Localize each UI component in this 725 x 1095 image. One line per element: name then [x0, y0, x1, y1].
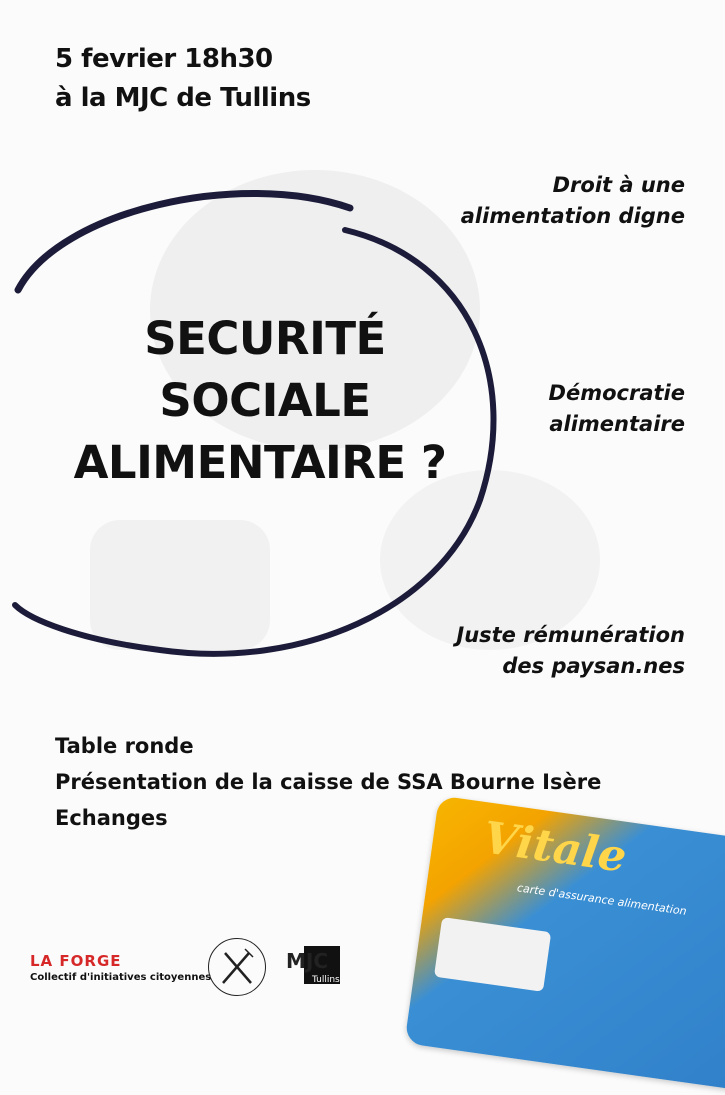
side-point-2-line2: alimentaire — [549, 412, 685, 436]
fork-knife-icon — [209, 939, 265, 995]
vitale-card — [404, 795, 725, 1094]
card-chip — [434, 917, 551, 992]
mjc-logo — [284, 942, 344, 988]
title-line3: ALIMENTAIRE ? — [73, 436, 447, 489]
title-line2: SOCIALE — [159, 374, 371, 427]
main-title — [0, 308, 500, 494]
mjc-logo-text: MJC — [286, 949, 329, 973]
brush-circle-stroke — [18, 194, 350, 290]
side-point-2-line1: Démocratie — [548, 381, 685, 405]
side-point-1-line2: alimentation digne — [460, 204, 685, 228]
side-point-3-line2: des paysan.nes — [502, 654, 685, 678]
forge-logo: LA FORGE — [30, 952, 122, 970]
program-item: Présentation de la caisse de SSA Bourne Isère — [55, 770, 602, 794]
title-line1: SECURITÉ — [144, 312, 386, 365]
side-point-3-line1: Juste rémunération — [456, 623, 685, 647]
event-date: 5 fevrier 18h30 — [55, 44, 273, 74]
mjc-logo-sub: Tullins — [312, 975, 340, 985]
mjc-logo-graphic — [284, 942, 344, 988]
card-title: Vitale — [480, 812, 630, 883]
side-point-1-line1: Droit à une — [552, 173, 685, 197]
forge-subtitle: Collectif d'initiatives citoyennes — [30, 972, 212, 983]
program-item: Echanges — [55, 806, 168, 830]
card-subtitle: carte d'assurance alimentation — [516, 881, 688, 918]
fork-knife-logo — [208, 938, 266, 996]
program-item: Table ronde — [55, 734, 194, 758]
event-location: à la MJC de Tullins — [55, 83, 311, 113]
